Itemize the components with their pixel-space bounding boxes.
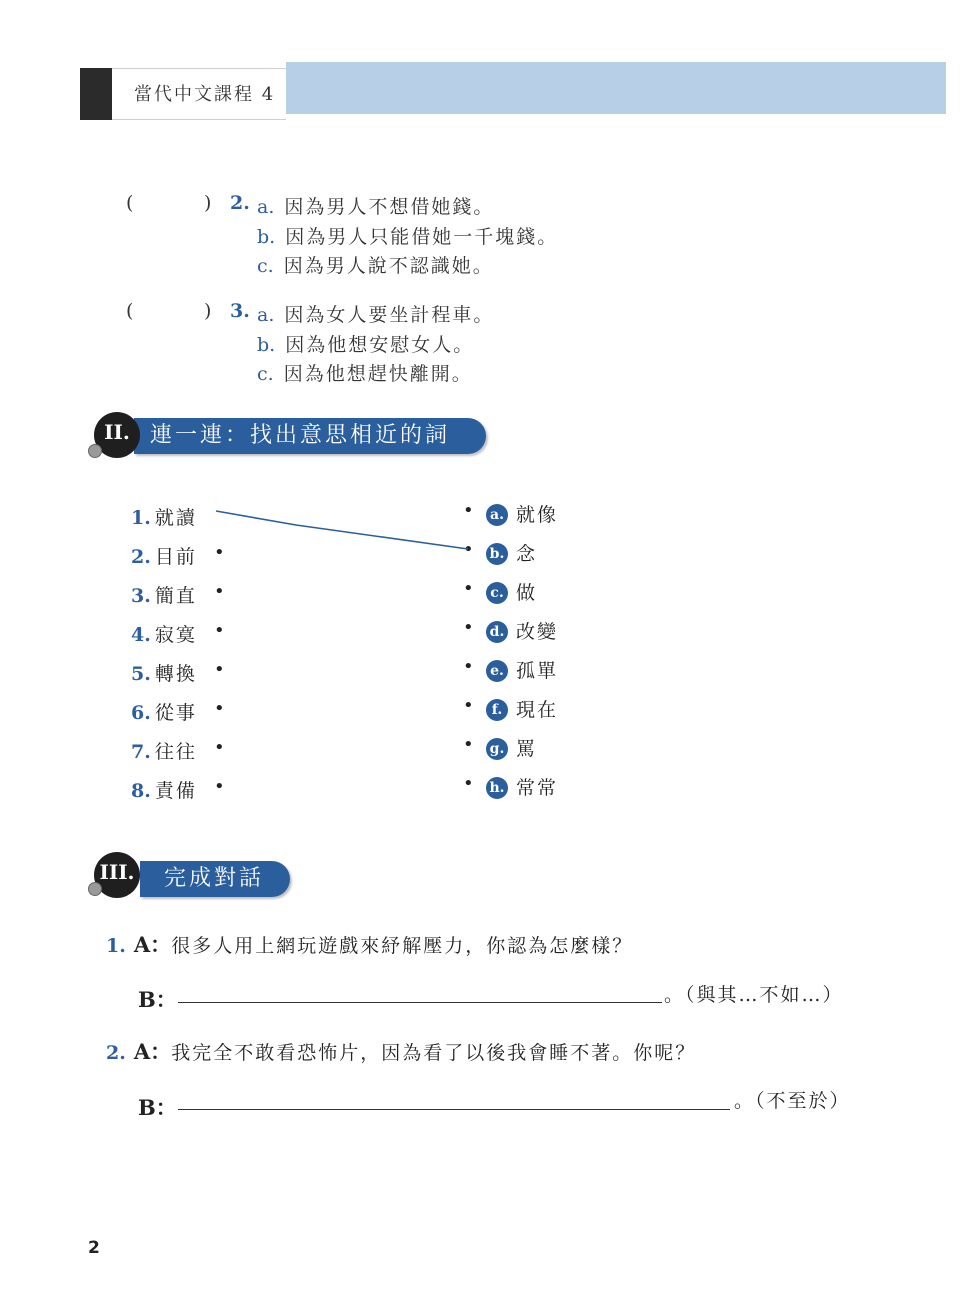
match-right-dot[interactable]: •: [463, 734, 474, 755]
match-right-dot[interactable]: •: [463, 773, 474, 794]
question-number: 3.: [230, 300, 250, 322]
page-number: 2: [88, 1238, 100, 1258]
match-right-item: g. 罵: [486, 734, 537, 761]
dialogue-2-a: 2. A：我完全不敢看恐怖片，因為看了以後我會睡不著。你呢？: [106, 1039, 697, 1064]
section-title: 連一連：找出意思相近的詞: [134, 418, 486, 454]
match-left-item: 1. 就讀: [131, 507, 197, 529]
answer-line[interactable]: [178, 1108, 730, 1110]
match-left-dot[interactable]: •: [214, 542, 225, 563]
match-right-dot[interactable]: •: [463, 578, 474, 599]
dialogue-2-hint: 。（不至於）: [734, 1090, 851, 1112]
match-left-item: 4. 寂寞: [131, 624, 197, 646]
match-left-dot[interactable]: •: [214, 737, 225, 758]
match-right-dot[interactable]: •: [463, 539, 474, 560]
book-title: 當代中文課程 4: [112, 68, 286, 120]
answer-blank[interactable]: ( ): [126, 192, 212, 214]
option-c: c. 因為他想趕快離開。: [257, 363, 473, 385]
match-right-dot[interactable]: •: [463, 617, 474, 638]
match-left-item: 6. 從事: [131, 702, 197, 724]
question-number: 2.: [230, 192, 250, 214]
option-c: c. 因為男人說不認識她。: [257, 255, 494, 277]
match-right-item: a. 就像: [486, 500, 558, 527]
match-right-item: e. 孤單: [486, 656, 558, 683]
dialogue-1-hint: 。（與其…不如…）: [664, 984, 844, 1006]
section-badge: II.: [94, 412, 140, 458]
dialogue-1-b-label: B：: [138, 987, 177, 1012]
match-left-item: 8. 責備: [131, 780, 197, 802]
match-left-item: 3. 簡直: [131, 585, 197, 607]
option-b: b. 因為男人只能借她一千塊錢。: [257, 226, 559, 248]
match-left-dot[interactable]: •: [214, 776, 225, 797]
option-b: b. 因為他想安慰女人。: [257, 334, 475, 356]
section-badge: III.: [94, 852, 140, 898]
match-left-dot[interactable]: •: [214, 581, 225, 602]
match-right-dot[interactable]: •: [463, 656, 474, 677]
section-title: 完成對話: [140, 861, 290, 897]
match-right-dot[interactable]: •: [463, 695, 474, 716]
match-left-dot[interactable]: •: [214, 659, 225, 680]
match-right-item: c. 做: [486, 578, 537, 605]
match-left-item: 5. 轉換: [131, 663, 197, 685]
answer-line[interactable]: [178, 1001, 662, 1003]
answer-blank[interactable]: ( ): [126, 300, 212, 322]
match-right-item: d. 改變: [486, 617, 558, 644]
match-right-item: f. 現在: [486, 695, 558, 722]
option-a: a. 因為女人要坐計程車。: [257, 304, 495, 326]
match-right-item: h. 常常: [486, 773, 558, 800]
option-a: a. 因為男人不想借她錢。: [257, 196, 495, 218]
match-right-item: b. 念: [486, 539, 537, 566]
match-right-dot[interactable]: •: [463, 500, 474, 521]
dialogue-2-b-label: B：: [138, 1095, 177, 1120]
match-left-item: 2. 目前: [131, 546, 197, 568]
match-left-dot[interactable]: •: [214, 620, 225, 641]
badge-dot: [88, 882, 102, 896]
match-left-item: 7. 往往: [131, 741, 197, 763]
dialogue-1-a: 1. A：很多人用上網玩遊戲來紓解壓力，你認為怎麼樣？: [106, 932, 634, 957]
match-left-dot[interactable]: •: [214, 698, 225, 719]
